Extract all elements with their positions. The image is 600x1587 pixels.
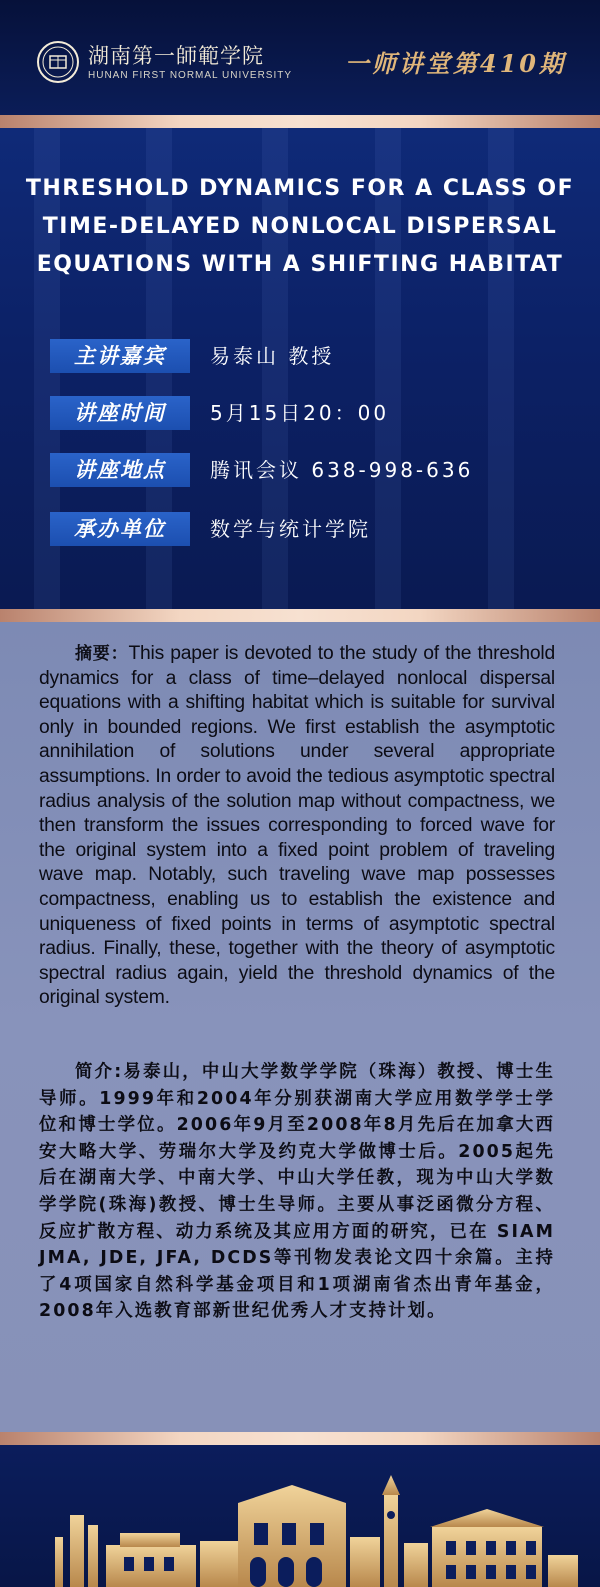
- bio-heading: 简介:: [75, 1062, 124, 1082]
- info-label: 讲座地点: [50, 453, 190, 487]
- divider-band: [0, 115, 600, 128]
- lecture-info-area: [0, 128, 600, 609]
- university-seal-icon: [36, 40, 80, 84]
- divider-band: [0, 1432, 600, 1445]
- title-line: TIME-DELAYED NONLOCAL DISPERSAL: [42, 214, 558, 239]
- info-label: 承办单位: [50, 512, 190, 546]
- abstract-panel: [0, 622, 600, 1432]
- lecture-series-title: 一师讲堂第410期: [344, 49, 566, 78]
- campus-skyline-icon: [0, 1445, 600, 1587]
- divider-band: [0, 609, 600, 622]
- school-name-cn: 湖南第一師範学院: [88, 44, 264, 68]
- header: [0, 0, 600, 116]
- abstract-heading: 摘要：: [75, 644, 129, 664]
- info-label: 主讲嘉宾: [50, 339, 190, 373]
- title-line: THRESHOLD DYNAMICS FOR A CLASS OF: [25, 176, 575, 201]
- info-value: 5月15日20：00: [210, 401, 390, 425]
- abstract-body: This paper is devoted to the study of the threshold dynamics for a class of time–delayed nonlocal dispersal equations with a shifting habitat which is suitable for survival only in bounded regions. We first establish the asymptotic annihilation of solutions under several appropriate assumptions. In order to avoid the tedious asymptotic spectral radius analysis of the solution map without compactness, we then transform the issues corresponding to forced wave for the original system into a fixed point problem of traveling wave map. Notably, such traveling wave map possesses compactness, enabling us to establish the existence and uniqueness of fixed points in terms of asymptotic spectral radius. Finally, these, together with the theory of asymptotic spectral radius again, yield the threshold dynamics of the original system.: [39, 643, 555, 1009]
- abstract-text: [39, 642, 555, 1011]
- info-value: 腾讯会议 638-998-636: [210, 458, 474, 482]
- info-value: 数学与统计学院: [210, 517, 371, 541]
- footer: [0, 1445, 600, 1587]
- school-name-en: HUNAN FIRST NORMAL UNIVERSITY: [88, 70, 293, 81]
- info-value: 易泰山 教授: [210, 344, 335, 368]
- lecture-title: [20, 170, 580, 284]
- title-line: EQUATIONS WITH A SHIFTING HABITAT: [36, 252, 564, 277]
- bio-body: 易泰山，中山大学数学学院（珠海）教授、博士生导师。1999年和2004年分别获湖南大学应用数学学士学位和博士学位。2006年9月至2008年8月先后在加拿大西安大略大学、劳瑞尔大学及约克大学做博士后。2005起先后在湖南大学、中南大学、中山大学任教，现为中山大学数学学院(珠海)教授、博士生导师。主要从事泛函微分方程、反应扩散方程、动力系统及其应用方面的研究，已在 SIAM JMA, JDE, JFA, DCDS等刊物发表论文四十余篇。主持了4项国家自然科学基金项目和1项湖南省杰出青年基金，2008年入选教育部新世纪优秀人才支持计划。: [39, 1062, 556, 1322]
- info-label: 讲座时间: [50, 396, 190, 430]
- speaker-bio: [39, 1059, 555, 1325]
